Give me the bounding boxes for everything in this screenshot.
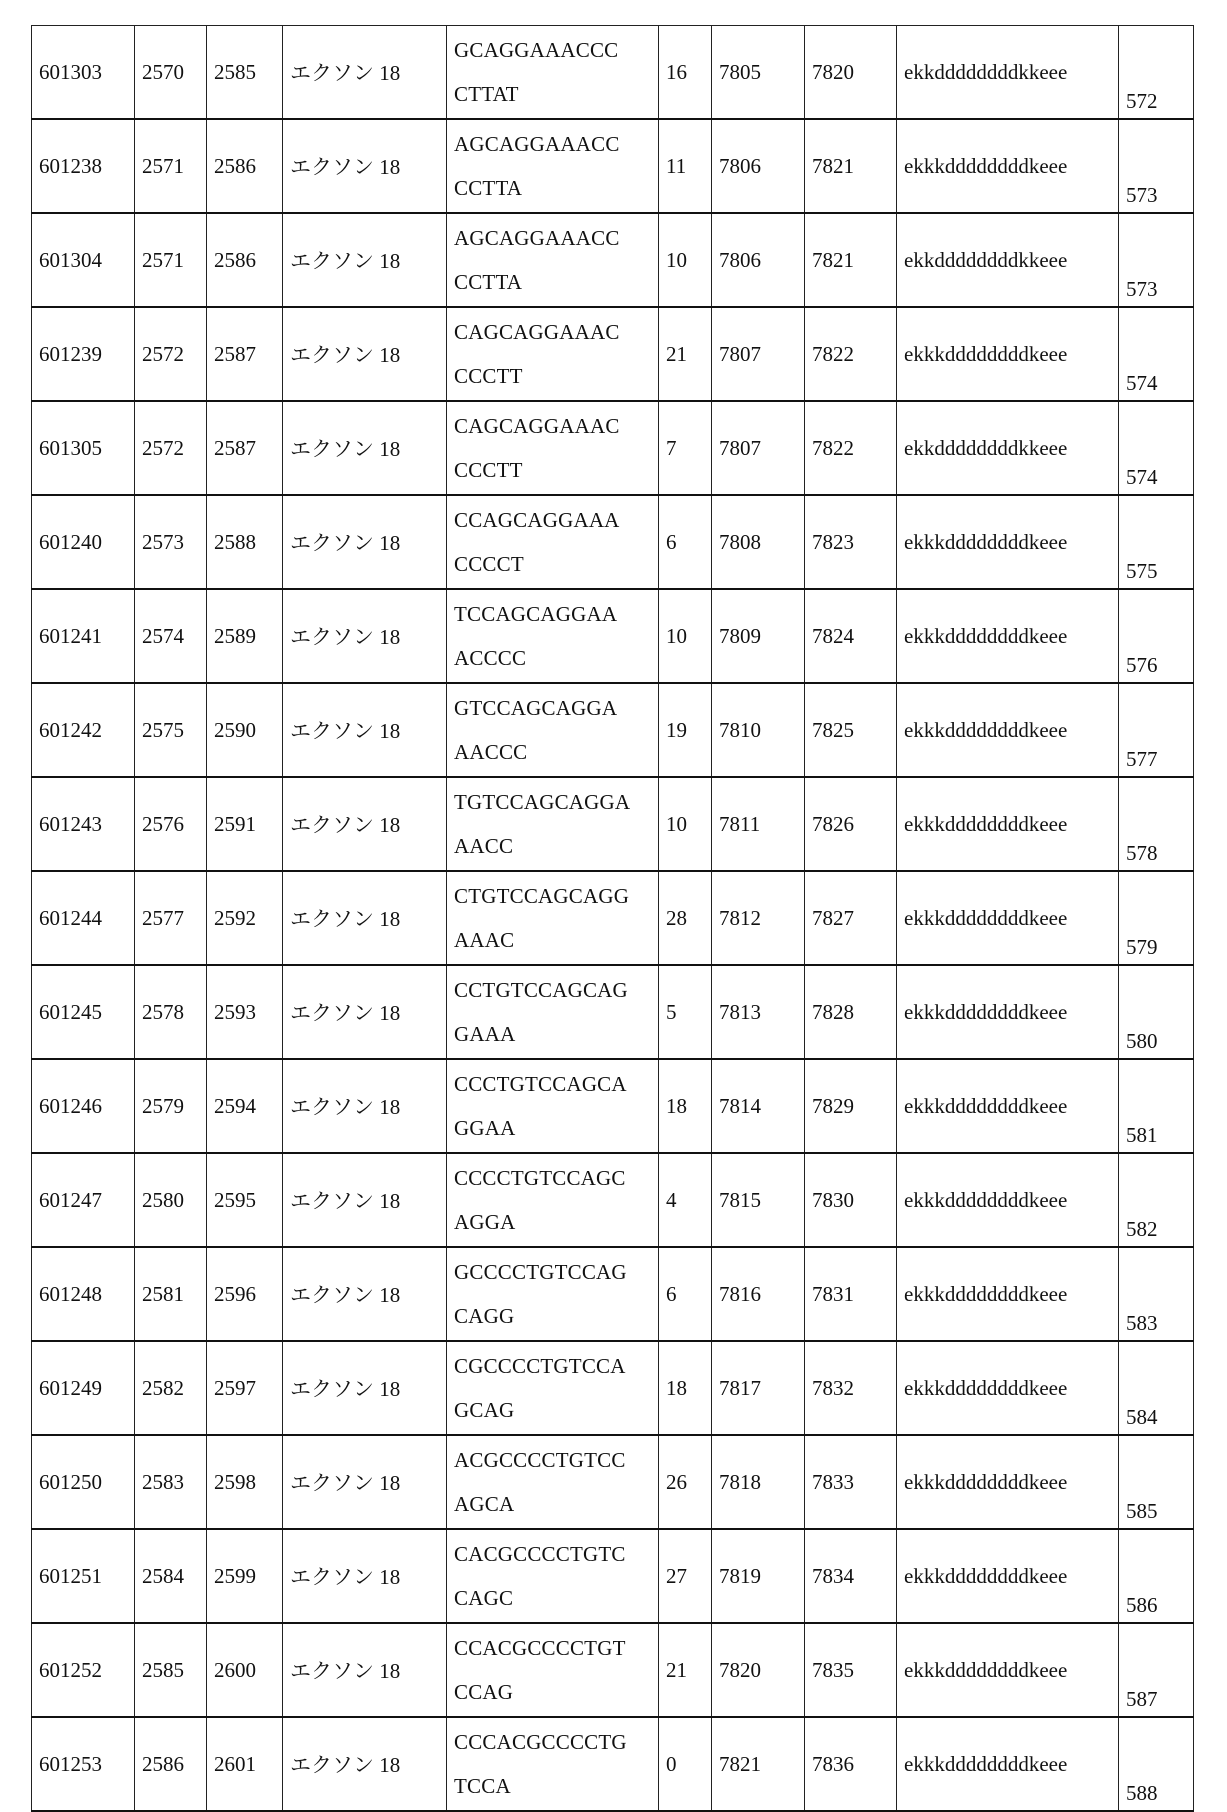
motif-cell: ekkkddddddddkeee — [897, 1153, 1119, 1247]
site-start-cell: 7808 — [712, 495, 805, 589]
sequence-line: CAGCAGGAAAC — [454, 310, 658, 354]
compound-id-cell: 601303 — [32, 26, 135, 120]
stop-site-cell: 2585 — [207, 26, 283, 120]
sequence-cell — [447, 401, 659, 495]
sequence-cell — [447, 1341, 659, 1435]
table-row — [32, 119, 1194, 213]
compound-id-cell: 601248 — [32, 1247, 135, 1341]
stop-site-cell: 2592 — [207, 871, 283, 965]
site-start-cell: 7806 — [712, 213, 805, 307]
start-site-cell: 2576 — [135, 777, 207, 871]
sequence-cell — [447, 213, 659, 307]
table-row — [32, 683, 1194, 777]
motif-cell: ekkkddddddddkeee — [897, 777, 1119, 871]
sequence-cell — [447, 871, 659, 965]
start-site-cell: 2585 — [135, 1623, 207, 1717]
motif-cell: ekkkddddddddkeee — [897, 1341, 1119, 1435]
stop-site-cell: 2597 — [207, 1341, 283, 1435]
start-site-cell: 2582 — [135, 1341, 207, 1435]
site-stop-cell: 7827 — [805, 871, 897, 965]
start-site-cell: 2586 — [135, 1717, 207, 1811]
site-stop-cell: 7825 — [805, 683, 897, 777]
seq-id-cell: 572 — [1119, 26, 1194, 120]
region-cell: エクソン 18 — [283, 1247, 447, 1341]
site-stop-cell: 7836 — [805, 1717, 897, 1811]
start-site-cell: 2577 — [135, 871, 207, 965]
seq-id-cell: 584 — [1119, 1341, 1194, 1435]
site-start-cell: 7818 — [712, 1435, 805, 1529]
sequence-line: CTGTCCAGCAGG — [454, 874, 658, 918]
region-cell: エクソン 18 — [283, 965, 447, 1059]
sequence-cell — [447, 589, 659, 683]
seq-id-cell: 586 — [1119, 1529, 1194, 1623]
sequence-line: CCCTGTCCAGCA — [454, 1062, 658, 1106]
compound-id-cell: 601240 — [32, 495, 135, 589]
seq-id-cell: 578 — [1119, 777, 1194, 871]
seq-id-cell: 585 — [1119, 1435, 1194, 1529]
region-cell: エクソン 18 — [283, 1059, 447, 1153]
site-stop-cell: 7832 — [805, 1341, 897, 1435]
site-start-cell: 7817 — [712, 1341, 805, 1435]
start-site-cell: 2574 — [135, 589, 207, 683]
compound-id-cell: 601238 — [32, 119, 135, 213]
stop-site-cell: 2589 — [207, 589, 283, 683]
stop-site-cell: 2591 — [207, 777, 283, 871]
stop-site-cell: 2590 — [207, 683, 283, 777]
site-stop-cell: 7820 — [805, 26, 897, 120]
sequence-cell — [447, 1059, 659, 1153]
table-row — [32, 777, 1194, 871]
seq-id-cell: 588 — [1119, 1717, 1194, 1811]
stop-site-cell: 2593 — [207, 965, 283, 1059]
sequence-cell — [447, 1717, 659, 1811]
site-start-cell: 7812 — [712, 871, 805, 965]
sequence-line: CAGC — [454, 1576, 658, 1620]
sequence-cell — [447, 1623, 659, 1717]
inhibition-value-cell: 4 — [659, 1153, 712, 1247]
site-start-cell: 7813 — [712, 965, 805, 1059]
motif-cell: ekkkddddddddkeee — [897, 871, 1119, 965]
start-site-cell: 2580 — [135, 1153, 207, 1247]
site-start-cell: 7821 — [712, 1717, 805, 1811]
inhibition-value-cell: 6 — [659, 1247, 712, 1341]
sequence-line: AACC — [454, 824, 658, 868]
site-start-cell: 7819 — [712, 1529, 805, 1623]
stop-site-cell: 2594 — [207, 1059, 283, 1153]
sequence-line: GAAA — [454, 1012, 658, 1056]
seq-id-cell: 587 — [1119, 1623, 1194, 1717]
table-row — [32, 589, 1194, 683]
motif-cell: ekkkddddddddkeee — [897, 1717, 1119, 1811]
compound-id-cell: 601242 — [32, 683, 135, 777]
stop-site-cell: 2587 — [207, 401, 283, 495]
compound-id-cell: 601239 — [32, 307, 135, 401]
site-stop-cell: 7821 — [805, 213, 897, 307]
start-site-cell: 2575 — [135, 683, 207, 777]
table-row — [32, 965, 1194, 1059]
seq-id-cell: 575 — [1119, 495, 1194, 589]
start-site-cell: 2573 — [135, 495, 207, 589]
table-row — [32, 495, 1194, 589]
site-start-cell: 7807 — [712, 307, 805, 401]
region-cell: エクソン 18 — [283, 26, 447, 120]
stop-site-cell: 2587 — [207, 307, 283, 401]
inhibition-value-cell: 16 — [659, 26, 712, 120]
sequence-cell — [447, 1153, 659, 1247]
inhibition-value-cell: 0 — [659, 1717, 712, 1811]
inhibition-value-cell: 18 — [659, 1341, 712, 1435]
sequence-line: CCACGCCCCTGT — [454, 1626, 658, 1670]
sequence-cell — [447, 965, 659, 1059]
sequence-line: ACGCCCCTGTCC — [454, 1438, 658, 1482]
inhibition-value-cell: 21 — [659, 1623, 712, 1717]
region-cell: エクソン 18 — [283, 119, 447, 213]
seq-id-cell: 574 — [1119, 307, 1194, 401]
site-start-cell: 7820 — [712, 1623, 805, 1717]
stop-site-cell: 2600 — [207, 1623, 283, 1717]
region-cell: エクソン 18 — [283, 1623, 447, 1717]
table-row — [32, 401, 1194, 495]
region-cell: エクソン 18 — [283, 1153, 447, 1247]
region-cell: エクソン 18 — [283, 683, 447, 777]
region-cell: エクソン 18 — [283, 1529, 447, 1623]
region-cell: エクソン 18 — [283, 1341, 447, 1435]
sequence-cell — [447, 1529, 659, 1623]
sequence-cell — [447, 307, 659, 401]
inhibition-value-cell: 27 — [659, 1529, 712, 1623]
table-row — [32, 26, 1194, 120]
stop-site-cell: 2588 — [207, 495, 283, 589]
table-body — [32, 26, 1194, 1812]
site-stop-cell: 7824 — [805, 589, 897, 683]
region-cell: エクソン 18 — [283, 401, 447, 495]
seq-id-cell: 574 — [1119, 401, 1194, 495]
sequence-line: ACCCC — [454, 636, 658, 680]
sequence-line: GCAG — [454, 1388, 658, 1432]
site-start-cell: 7814 — [712, 1059, 805, 1153]
motif-cell: ekkkddddddddkeee — [897, 495, 1119, 589]
inhibition-value-cell: 28 — [659, 871, 712, 965]
sequence-line: CGCCCCTGTCCA — [454, 1344, 658, 1388]
region-cell: エクソン 18 — [283, 307, 447, 401]
table-row — [32, 307, 1194, 401]
inhibition-value-cell: 26 — [659, 1435, 712, 1529]
motif-cell: ekkkddddddddkeee — [897, 683, 1119, 777]
site-stop-cell: 7829 — [805, 1059, 897, 1153]
motif-cell: ekkddddddddkkeee — [897, 26, 1119, 120]
sequence-line: CCAG — [454, 1670, 658, 1714]
region-cell: エクソン 18 — [283, 871, 447, 965]
table-row — [32, 213, 1194, 307]
oligonucleotide-table — [31, 25, 1194, 1812]
region-cell: エクソン 18 — [283, 589, 447, 683]
motif-cell: ekkkddddddddkeee — [897, 119, 1119, 213]
start-site-cell: 2584 — [135, 1529, 207, 1623]
seq-id-cell: 581 — [1119, 1059, 1194, 1153]
table-row — [32, 1717, 1194, 1811]
table-row — [32, 1435, 1194, 1529]
inhibition-value-cell: 10 — [659, 589, 712, 683]
sequence-line: CCCTT — [454, 448, 658, 492]
compound-id-cell: 601252 — [32, 1623, 135, 1717]
region-cell: エクソン 18 — [283, 1435, 447, 1529]
sequence-cell — [447, 1435, 659, 1529]
region-cell: エクソン 18 — [283, 1717, 447, 1811]
sequence-line: AGCAGGAAACC — [454, 122, 658, 166]
start-site-cell: 2579 — [135, 1059, 207, 1153]
compound-id-cell: 601243 — [32, 777, 135, 871]
seq-id-cell: 576 — [1119, 589, 1194, 683]
site-start-cell: 7806 — [712, 119, 805, 213]
sequence-line: CACGCCCCTGTC — [454, 1532, 658, 1576]
motif-cell: ekkkddddddddkeee — [897, 1435, 1119, 1529]
site-stop-cell: 7833 — [805, 1435, 897, 1529]
region-cell: エクソン 18 — [283, 777, 447, 871]
motif-cell: ekkkddddddddkeee — [897, 307, 1119, 401]
site-stop-cell: 7826 — [805, 777, 897, 871]
seq-id-cell: 573 — [1119, 213, 1194, 307]
table-row — [32, 1529, 1194, 1623]
sequence-cell — [447, 119, 659, 213]
sequence-line: GGAA — [454, 1106, 658, 1150]
site-start-cell: 7810 — [712, 683, 805, 777]
sequence-line: TCCAGCAGGAA — [454, 592, 658, 636]
stop-site-cell: 2599 — [207, 1529, 283, 1623]
inhibition-value-cell: 18 — [659, 1059, 712, 1153]
site-start-cell: 7816 — [712, 1247, 805, 1341]
seq-id-cell: 577 — [1119, 683, 1194, 777]
table-row — [32, 1247, 1194, 1341]
inhibition-value-cell: 21 — [659, 307, 712, 401]
compound-id-cell: 601246 — [32, 1059, 135, 1153]
stop-site-cell: 2595 — [207, 1153, 283, 1247]
table-row — [32, 1059, 1194, 1153]
sequence-line: AAAC — [454, 918, 658, 962]
sequence-line: AGGA — [454, 1200, 658, 1244]
start-site-cell: 2572 — [135, 401, 207, 495]
sequence-line: AGCA — [454, 1482, 658, 1526]
site-stop-cell: 7834 — [805, 1529, 897, 1623]
sequence-cell — [447, 683, 659, 777]
site-start-cell: 7815 — [712, 1153, 805, 1247]
compound-id-cell: 601250 — [32, 1435, 135, 1529]
inhibition-value-cell: 6 — [659, 495, 712, 589]
start-site-cell: 2581 — [135, 1247, 207, 1341]
sequence-line: CTTAT — [454, 72, 658, 116]
sequence-line: CCCCTGTCCAGC — [454, 1156, 658, 1200]
site-start-cell: 7811 — [712, 777, 805, 871]
sequence-line: GCCCCTGTCCAG — [454, 1250, 658, 1294]
stop-site-cell: 2586 — [207, 119, 283, 213]
sequence-line: TGTCCAGCAGGA — [454, 780, 658, 824]
start-site-cell: 2570 — [135, 26, 207, 120]
sequence-line: AACCC — [454, 730, 658, 774]
site-start-cell: 7809 — [712, 589, 805, 683]
stop-site-cell: 2596 — [207, 1247, 283, 1341]
motif-cell: ekkkddddddddkeee — [897, 1059, 1119, 1153]
inhibition-value-cell: 10 — [659, 213, 712, 307]
sequence-line: CCTGTCCAGCAG — [454, 968, 658, 1012]
start-site-cell: 2571 — [135, 119, 207, 213]
site-start-cell: 7807 — [712, 401, 805, 495]
sequence-line: CAGG — [454, 1294, 658, 1338]
region-cell: エクソン 18 — [283, 495, 447, 589]
compound-id-cell: 601247 — [32, 1153, 135, 1247]
motif-cell: ekkddddddddkkeee — [897, 401, 1119, 495]
sequence-line: CCAGCAGGAAA — [454, 498, 658, 542]
table-row — [32, 1153, 1194, 1247]
seq-id-cell: 580 — [1119, 965, 1194, 1059]
compound-id-cell: 601253 — [32, 1717, 135, 1811]
seq-id-cell: 579 — [1119, 871, 1194, 965]
sequence-line: GCAGGAAACCC — [454, 28, 658, 72]
motif-cell: ekkddddddddkkeee — [897, 213, 1119, 307]
site-start-cell: 7805 — [712, 26, 805, 120]
motif-cell: ekkkddddddddkeee — [897, 1623, 1119, 1717]
seq-id-cell: 582 — [1119, 1153, 1194, 1247]
site-stop-cell: 7823 — [805, 495, 897, 589]
sequence-line: CAGCAGGAAAC — [454, 404, 658, 448]
seq-id-cell: 573 — [1119, 119, 1194, 213]
inhibition-value-cell: 19 — [659, 683, 712, 777]
inhibition-value-cell: 11 — [659, 119, 712, 213]
inhibition-value-cell: 7 — [659, 401, 712, 495]
seq-id-cell: 583 — [1119, 1247, 1194, 1341]
sequence-line: CCCTT — [454, 354, 658, 398]
start-site-cell: 2578 — [135, 965, 207, 1059]
compound-id-cell: 601249 — [32, 1341, 135, 1435]
sequence-line: TCCA — [454, 1764, 658, 1808]
sequence-line: CCTTA — [454, 166, 658, 210]
table-row — [32, 871, 1194, 965]
table-row — [32, 1623, 1194, 1717]
compound-id-cell: 601251 — [32, 1529, 135, 1623]
sequence-line: CCCCT — [454, 542, 658, 586]
inhibition-value-cell: 10 — [659, 777, 712, 871]
sequence-cell — [447, 26, 659, 120]
motif-cell: ekkkddddddddkeee — [897, 589, 1119, 683]
sequence-cell — [447, 1247, 659, 1341]
stop-site-cell: 2601 — [207, 1717, 283, 1811]
motif-cell: ekkkddddddddkeee — [897, 1247, 1119, 1341]
site-stop-cell: 7830 — [805, 1153, 897, 1247]
stop-site-cell: 2598 — [207, 1435, 283, 1529]
site-stop-cell: 7822 — [805, 401, 897, 495]
stop-site-cell: 2586 — [207, 213, 283, 307]
sequence-cell — [447, 777, 659, 871]
site-stop-cell: 7835 — [805, 1623, 897, 1717]
sequence-line: GTCCAGCAGGA — [454, 686, 658, 730]
compound-id-cell: 601241 — [32, 589, 135, 683]
sequence-cell — [447, 495, 659, 589]
sequence-line: CCTTA — [454, 260, 658, 304]
site-stop-cell: 7821 — [805, 119, 897, 213]
start-site-cell: 2571 — [135, 213, 207, 307]
inhibition-value-cell: 5 — [659, 965, 712, 1059]
sequence-line: AGCAGGAAACC — [454, 216, 658, 260]
motif-cell: ekkkddddddddkeee — [897, 965, 1119, 1059]
compound-id-cell: 601304 — [32, 213, 135, 307]
site-stop-cell: 7828 — [805, 965, 897, 1059]
site-stop-cell: 7822 — [805, 307, 897, 401]
start-site-cell: 2572 — [135, 307, 207, 401]
start-site-cell: 2583 — [135, 1435, 207, 1529]
motif-cell: ekkkddddddddkeee — [897, 1529, 1119, 1623]
region-cell: エクソン 18 — [283, 213, 447, 307]
table-row — [32, 1341, 1194, 1435]
compound-id-cell: 601305 — [32, 401, 135, 495]
compound-id-cell: 601244 — [32, 871, 135, 965]
compound-id-cell: 601245 — [32, 965, 135, 1059]
site-stop-cell: 7831 — [805, 1247, 897, 1341]
sequence-line: CCCACGCCCCTG — [454, 1720, 658, 1764]
